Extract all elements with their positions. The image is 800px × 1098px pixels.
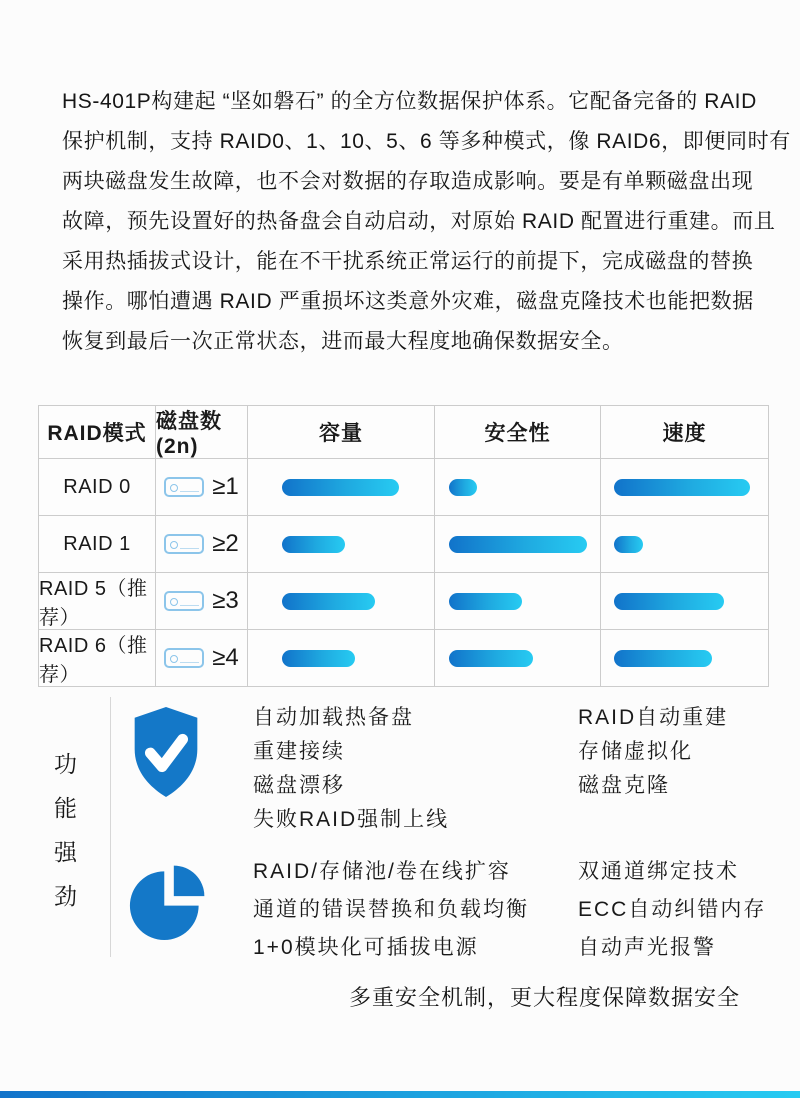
- speed-bar: [614, 479, 750, 496]
- speed-bar-cell: [601, 459, 769, 516]
- shield-check-icon: [128, 705, 204, 804]
- intro-line: 故障，预先设置好的热备盘会自动启动，对原始 RAID 配置进行重建。而且: [62, 210, 776, 233]
- security-bar: [449, 593, 522, 610]
- disk-drive-icon: [164, 591, 204, 611]
- table-header-disks: 磁盘数(2n): [156, 406, 248, 459]
- pie-chart-icon: [128, 853, 212, 950]
- disk-count-cell: [156, 516, 248, 573]
- intro-line: 操作。哪怕遭遇 RAID 严重损坏这类意外灾难，磁盘克隆技术也能把数据: [62, 290, 754, 313]
- security-bar-cell: [435, 630, 601, 687]
- security-bar: [449, 479, 477, 496]
- speed-bar-cell: [601, 516, 769, 573]
- feature-item: 自动加载热备盘: [253, 706, 414, 729]
- speed-bar-cell: [601, 573, 769, 630]
- feature-item: 双通道绑定技术: [578, 860, 739, 883]
- intro-line: 恢复到最后一次正常状态，进而最大程度地确保数据安全。: [62, 330, 624, 353]
- feature-item: 磁盘克隆: [578, 774, 670, 797]
- disk-count-cell: [156, 459, 248, 516]
- security-bar: [449, 536, 587, 553]
- capacity-bar-cell: [248, 630, 435, 687]
- intro-line: 两块磁盘发生故障，也不会对数据的存取造成影响。要是有单颗磁盘出现: [62, 170, 754, 193]
- feature-item: 自动声光报警: [578, 936, 716, 959]
- table-header-speed: 速度: [601, 406, 769, 459]
- capacity-bar: [282, 593, 375, 610]
- table-header-capacity: 容量: [248, 406, 435, 459]
- vertical-label-char: 强: [54, 839, 77, 865]
- disk-drive-icon: [164, 534, 204, 554]
- features-divider: [110, 697, 111, 957]
- footer-tagline: 多重安全机制，更大程度保障数据安全: [348, 985, 740, 1010]
- disk-count-cell: [156, 630, 248, 687]
- security-bar: [449, 650, 533, 667]
- feature-item: 磁盘漂移: [253, 774, 345, 797]
- min-disk-count: ≥1: [212, 473, 239, 500]
- capacity-bar-cell: [248, 573, 435, 630]
- disk-drive-icon: [164, 648, 204, 668]
- feature-list-expand-right: [578, 853, 766, 967]
- capacity-bar: [282, 479, 399, 496]
- intro-line: HS-401P构建起 “坚如磐石” 的全方位数据保护体系。它配备完备的 RAID: [62, 90, 757, 113]
- raid-mode-label: RAID 5（推荐）: [39, 573, 156, 630]
- disk-count-wrap: [164, 473, 239, 501]
- vertical-label-char: 劲: [54, 883, 77, 909]
- vertical-label-char: 能: [54, 795, 77, 821]
- capacity-bar-cell: [248, 516, 435, 573]
- speed-bar-cell: [601, 630, 769, 687]
- feature-list-raid-left: [253, 701, 449, 837]
- capacity-bar: [282, 650, 355, 667]
- min-disk-count: ≥4: [212, 644, 239, 671]
- security-bar-cell: [435, 573, 601, 630]
- speed-bar: [614, 650, 712, 667]
- raid-mode-label: RAID 0: [39, 459, 156, 516]
- min-disk-count: ≥2: [212, 530, 239, 557]
- disk-count-wrap: [164, 587, 239, 615]
- raid-mode-label: RAID 6（推荐）: [39, 630, 156, 687]
- disk-count-cell: [156, 573, 248, 630]
- disk-drive-icon: [164, 477, 204, 497]
- feature-item: 存储虚拟化: [578, 740, 693, 763]
- disk-count-wrap: [164, 530, 239, 558]
- bottom-gradient-bar: [0, 1091, 800, 1098]
- capacity-bar-cell: [248, 459, 435, 516]
- feature-item: 1+0模块化可插拔电源: [253, 936, 479, 959]
- feature-list-raid-right: [578, 701, 728, 803]
- speed-bar: [614, 536, 643, 553]
- intro-paragraph: [62, 82, 791, 362]
- disk-count-wrap: [164, 644, 239, 672]
- vertical-label-char: 功: [54, 751, 77, 777]
- table-header-mode: RAID模式: [39, 406, 156, 459]
- features-vertical-label: [54, 746, 77, 922]
- capacity-bar: [282, 536, 345, 553]
- feature-item: ECC自动纠错内存: [578, 898, 767, 921]
- raid-mode-label: RAID 1: [39, 516, 156, 573]
- intro-line: 保护机制，支持 RAID0、1、10、5、6 等多种模式，像 RAID6，即便同时有: [62, 130, 791, 153]
- feature-item: 通道的错误替换和负载均衡: [253, 898, 529, 921]
- table-header-security: 安全性: [435, 406, 601, 459]
- intro-line: 采用热插拔式设计，能在不干扰系统正常运行的前提下，完成磁盘的替换: [62, 250, 754, 273]
- raid-comparison-table: [38, 405, 769, 687]
- security-bar-cell: [435, 516, 601, 573]
- feature-item: RAID自动重建: [578, 706, 729, 729]
- feature-item: 失败RAID强制上线: [253, 808, 450, 831]
- feature-list-expand-left: [253, 853, 529, 967]
- feature-item: 重建接续: [253, 740, 345, 763]
- feature-item: RAID/存储池/卷在线扩容: [253, 860, 511, 883]
- security-bar-cell: [435, 459, 601, 516]
- min-disk-count: ≥3: [212, 587, 239, 614]
- speed-bar: [614, 593, 724, 610]
